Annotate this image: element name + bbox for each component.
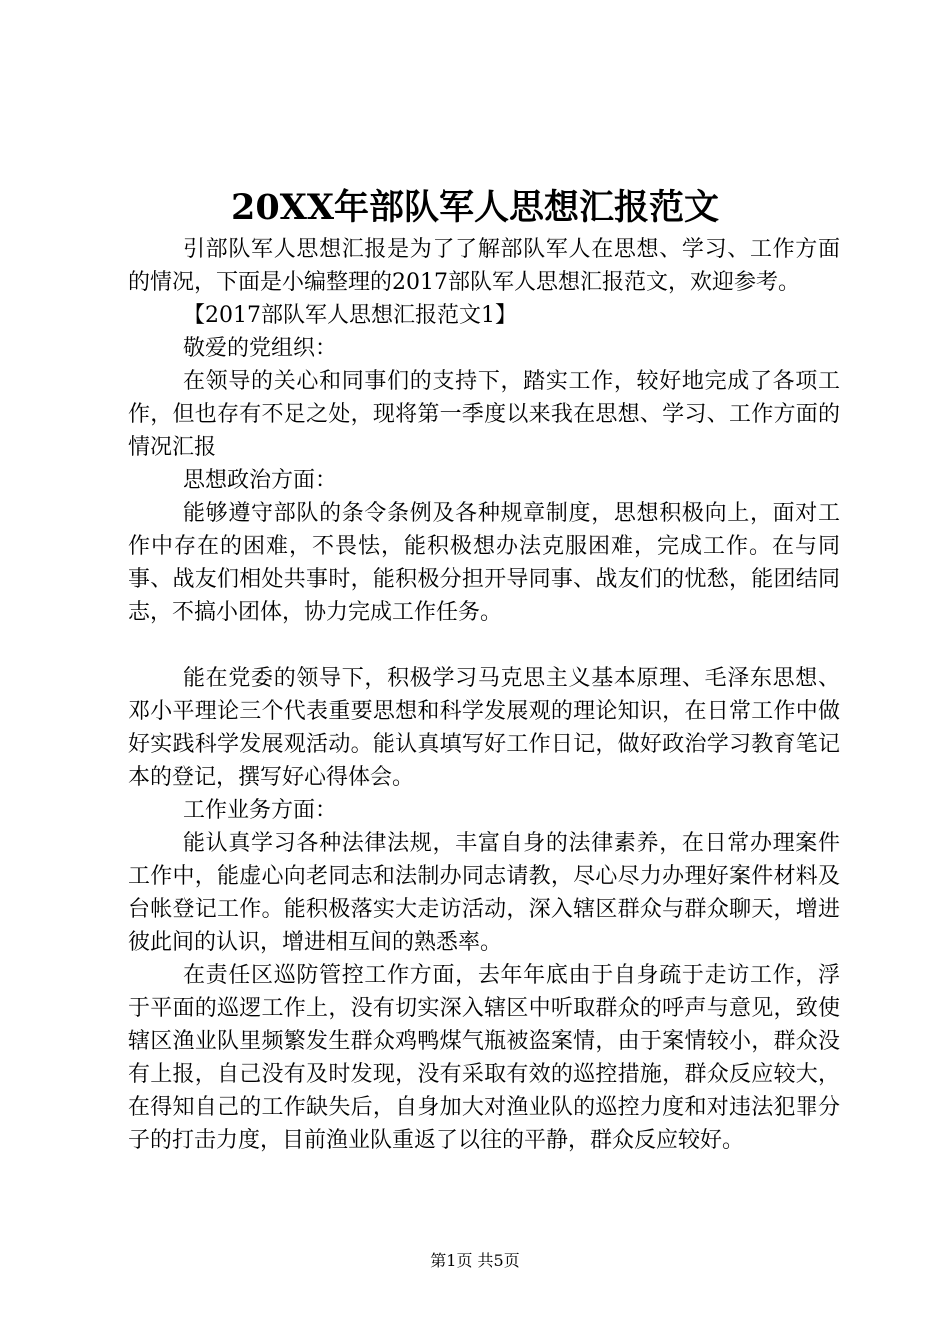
paragraph-politics-2: 能在党委的领导下，积极学习马克思主义基本原理、毛泽东思想、邓小平理论三个代表重要思想和科学发展观的理论知识，在日常工作中做好实践科学发展观活动。能认真填写好工作日记，做好政治学习教育笔记本的登记，撰写好心得体会。	[128, 666, 840, 790]
paragraph-intro: 引部队军人思想汇报是为了了解部队军人在思想、学习、工作方面的情况，下面是小编整理的2017部队军人思想汇报范文，欢迎参考。	[128, 237, 840, 295]
paragraph-politics-1: 能够遵守部队的条令条例及各种规章制度，思想积极向上，面对工作中存在的困难，不畏怯，能积极想办法克服困难，完成工作。在与同事、战友们相处共事时，能积极分担开导同事、战友们的忧愁，能团结同志，不搞小团体，协力完成工作任务。	[128, 501, 840, 625]
document-body	[128, 233, 840, 1157]
paragraph-work-2: 在责任区巡防管控工作方面，去年年底由于自身疏于走访工作，浮于平面的巡逻工作上，没有切实深入辖区中听取群众的呼声与意见，致使辖区渔业队里频繁发生群众鸡鸭煤气瓶被盗案情，由于案情较小，群众没有上报，自己没有及时发现，没有采取有效的巡控措施，群众反应较大，在得知自己的工作缺失后，自身加大对渔业队的巡控力度和对违法犯罪分子的打击力度，目前渔业队重返了以往的平静，群众反应较好。	[128, 963, 840, 1153]
paragraph-opening: 在领导的关心和同事们的支持下，踏实工作，较好地完成了各项工作，但也存有不足之处，现将第一季度以来我在思想、学习、工作方面的情况汇报	[128, 369, 840, 460]
page-footer: 第1页 共5页	[430, 1251, 520, 1270]
paragraph-blank	[128, 629, 840, 662]
paragraph-heading-politics: 思想政治方面：	[183, 468, 338, 493]
paragraph-heading-work: 工作业务方面：	[183, 798, 338, 823]
document-title: 20XX年部队军人思想汇报范文	[230, 187, 720, 228]
paragraph-salutation: 敬爱的党组织：	[183, 336, 338, 361]
paragraph-section-heading: 【2017部队军人思想汇报范文1】	[183, 303, 517, 328]
paragraph-work-1: 能认真学习各种法律法规，丰富自身的法律素养，在日常办理案件工作中，能虚心向老同志和法制办同志请教，尽心尽力办理好案件材料及台帐登记工作。能积极落实大走访活动，深入辖区群众与群众聊天，增进彼此间的认识，增进相互间的熟悉率。	[128, 831, 840, 955]
